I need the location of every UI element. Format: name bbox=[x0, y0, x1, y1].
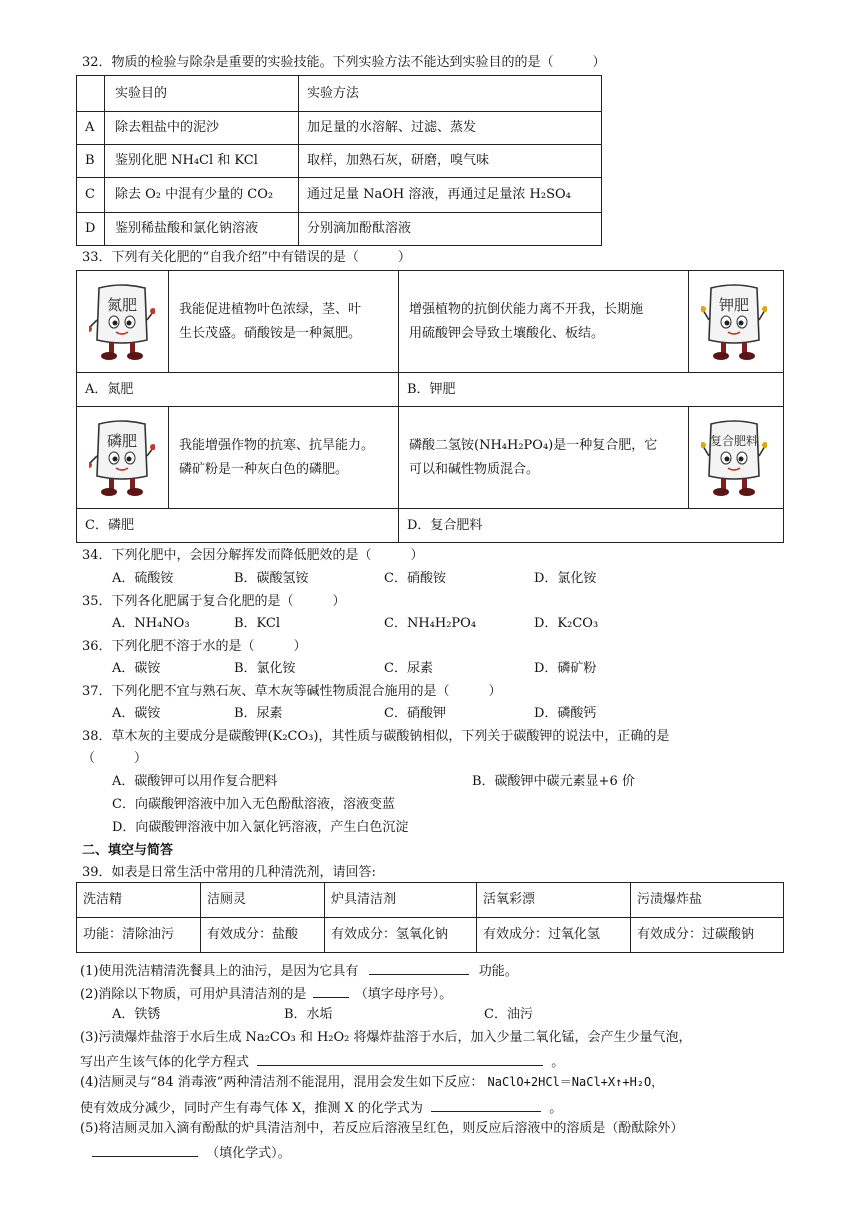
q39-stem: 39．如表是日常生活中常用的几种清洗剂，请回答: bbox=[82, 865, 376, 880]
table-cell: A bbox=[77, 112, 105, 145]
q39-part2-options bbox=[112, 1007, 772, 1025]
q34-stem: 34．下列化肥中，会因分解挥发而降低肥效的是（ ） bbox=[82, 548, 424, 563]
option-d: D．氯化铵 bbox=[534, 571, 597, 586]
q35-options bbox=[112, 616, 772, 634]
table-cell: 功能：清除油污 bbox=[77, 918, 201, 953]
q39-part2 bbox=[80, 984, 452, 1003]
question-text: (2)消除以下物质，可用炉具清洁剂的是 bbox=[80, 987, 307, 1002]
table-cell: C bbox=[77, 178, 105, 213]
option-cell: A．氮肥 bbox=[77, 373, 399, 407]
table-header bbox=[77, 76, 105, 112]
q33-stem: 33．下列有关化肥的“自我介绍”中有错误的是（ ） bbox=[82, 250, 411, 265]
table-row bbox=[77, 271, 784, 373]
q39-part4-line1 bbox=[80, 1075, 663, 1091]
card-text-line: 用硫酸钾会导致土壤酸化、板结。 bbox=[409, 325, 605, 341]
option-a: A．硫酸铵 bbox=[112, 571, 174, 586]
option-a: A．碳铵 bbox=[112, 706, 161, 721]
answer-blank[interactable] bbox=[257, 1052, 543, 1066]
option-d: D．向碳酸钾溶液中加入氯化钙溶液，产生白色沉淀 bbox=[112, 820, 409, 835]
option-cell: D．复合肥料 bbox=[399, 509, 784, 543]
table-cell: 鉴别化肥 NH₄Cl 和 KCl bbox=[105, 145, 299, 178]
table-row bbox=[77, 145, 602, 178]
table-cell: 通过足量 NaOH 溶液，再通过足量浓 H₂SO₄ bbox=[299, 178, 602, 213]
card-text-line: 磷酸二氢铵(NH₄H₂PO₄)是一种复合肥，它 bbox=[409, 437, 658, 453]
option-b: B．氯化铵 bbox=[234, 661, 296, 676]
q34-options bbox=[112, 571, 772, 589]
table-cell: D bbox=[77, 213, 105, 246]
table-header: 实验方法 bbox=[299, 76, 602, 112]
option-a: A．NH₄NO₃ bbox=[112, 616, 190, 631]
answer-blank[interactable] bbox=[313, 984, 349, 998]
card-text bbox=[169, 407, 399, 509]
card-text bbox=[399, 407, 689, 509]
q39-part3-line2 bbox=[80, 1052, 564, 1071]
q37-options bbox=[112, 706, 772, 724]
q38-answer-paren: （ ） bbox=[82, 751, 148, 766]
table-row bbox=[77, 213, 602, 246]
table-row bbox=[77, 407, 784, 509]
fertilizer-bag-label: 磷肥 bbox=[106, 431, 137, 450]
answer-blank[interactable] bbox=[431, 1098, 541, 1112]
card-text-line: 磷矿粉是一种灰白色的磷肥。 bbox=[179, 461, 349, 477]
question-text: 。 bbox=[551, 1055, 565, 1070]
option-a: A．碳酸钾可以用作复合肥料 bbox=[112, 774, 278, 789]
table-cell: 有效成分：过氧化氢 bbox=[477, 918, 631, 953]
table-header: 实验目的 bbox=[105, 76, 299, 112]
q35-stem: 35．下列各化肥属于复合化肥的是（ ） bbox=[82, 594, 346, 609]
q39-part4-line2 bbox=[80, 1098, 562, 1117]
fertilizer-character-cell bbox=[77, 271, 169, 373]
table-cell: 洁厕灵 bbox=[201, 883, 325, 918]
answer-blank[interactable] bbox=[369, 961, 469, 975]
option-c: C．硝酸铵 bbox=[384, 571, 446, 586]
q33-table bbox=[76, 270, 784, 543]
table-row bbox=[77, 883, 784, 918]
fertilizer-bag-icon bbox=[89, 416, 155, 500]
option-b: B．尿素 bbox=[234, 706, 283, 721]
q32-table bbox=[76, 75, 602, 246]
question-text: （填化学式）。 bbox=[206, 1146, 291, 1161]
option-c: C．向碳酸钾溶液中加入无色酚酞溶液，溶液变蓝 bbox=[112, 797, 395, 812]
table-cell: 有效成分：盐酸 bbox=[201, 918, 325, 953]
question-text: （填字母序号）。 bbox=[354, 987, 453, 1002]
q39-part1 bbox=[80, 961, 518, 980]
table-row bbox=[77, 373, 784, 407]
fertilizer-character-cell bbox=[689, 407, 784, 509]
q39-part3-line1: (3)污渍爆炸盐溶于水后生成 Na₂CO₃ 和 H₂O₂ 将爆炸盐溶于水后，加入少量二氧化锰，会产生少量气泡， bbox=[80, 1030, 692, 1045]
question-text: 写出产生该气体的化学方程式 bbox=[80, 1055, 250, 1070]
option-b: B．碳酸氢铵 bbox=[234, 571, 309, 586]
q32-stem: 32．物质的检验与除杂是重要的实验技能。下列实验方法不能达到实验目的的是（ ） bbox=[82, 55, 606, 70]
table-cell: 鉴别稀盐酸和氯化钠溶液 bbox=[105, 213, 299, 246]
option-c: C．硝酸钾 bbox=[384, 706, 446, 721]
table-cell: 洗洁精 bbox=[77, 883, 201, 918]
table-cell: 加足量的水溶解、过滤、蒸发 bbox=[299, 112, 602, 145]
table-cell: 有效成分：氢氧化钠 bbox=[325, 918, 477, 953]
table-cell: 活氧彩漂 bbox=[477, 883, 631, 918]
table-row bbox=[77, 112, 602, 145]
card-text-line: 生长茂盛。硝酸铵是一种氮肥。 bbox=[179, 325, 362, 341]
q36-options bbox=[112, 661, 772, 679]
table-cell: 取样，加熟石灰，研磨，嗅气味 bbox=[299, 145, 602, 178]
fertilizer-bag-label: 复合肥料 bbox=[709, 433, 758, 448]
option-cell: C．磷肥 bbox=[77, 509, 399, 543]
table-row bbox=[77, 178, 602, 213]
question-text: 功能。 bbox=[478, 964, 518, 979]
question-text: (1)使用洗洁精清洗餐具上的油污，是因为它具有 bbox=[80, 964, 359, 979]
fertilizer-bag-icon bbox=[701, 416, 767, 500]
q36-stem: 36．下列化肥不溶于水的是（ ） bbox=[82, 639, 307, 654]
option-d: D．磷酸钙 bbox=[534, 706, 597, 721]
table-cell: 分别滴加酚酞溶液 bbox=[299, 213, 602, 246]
q39-part5-line1: (5)将洁厕灵加入滴有酚酞的炉具清洁剂中，若反应后溶液呈红色，则反应后溶液中的溶质是（酚酞除外） bbox=[80, 1121, 684, 1136]
card-text-line: 增强植物的抗倒伏能力离不开我，长期施 bbox=[409, 301, 644, 317]
fertilizer-character-cell bbox=[689, 271, 784, 373]
fertilizer-bag-icon bbox=[89, 280, 155, 364]
option-b: B．水垢 bbox=[284, 1007, 333, 1022]
fertilizer-bag-label: 氮肥 bbox=[106, 295, 137, 314]
option-b: B．碳酸钾中碳元素显+6 价 bbox=[472, 774, 635, 789]
answer-blank[interactable] bbox=[92, 1143, 198, 1157]
q39-table bbox=[76, 882, 784, 953]
card-text-line: 可以和碱性物质混合。 bbox=[409, 461, 540, 477]
fertilizer-bag-label: 钾肥 bbox=[718, 295, 749, 314]
option-a: A．碳铵 bbox=[112, 661, 161, 676]
table-cell: 有效成分：过碳酸钠 bbox=[631, 918, 784, 953]
option-d: D．磷矿粉 bbox=[534, 661, 597, 676]
fertilizer-bag-icon bbox=[701, 280, 767, 364]
option-c: C．油污 bbox=[484, 1007, 533, 1022]
q39-part5-line2 bbox=[92, 1143, 291, 1162]
q37-stem: 37．下列化肥不宜与熟石灰、草木灰等碱性物质混合施用的是（ ） bbox=[82, 684, 502, 699]
option-c: C．尿素 bbox=[384, 661, 433, 676]
option-d: D．K₂CO₃ bbox=[534, 616, 599, 631]
card-text bbox=[399, 271, 689, 373]
question-text: 。 bbox=[549, 1101, 563, 1116]
option-b: B．KCl bbox=[234, 616, 281, 631]
table-cell: 除去粗盐中的泥沙 bbox=[105, 112, 299, 145]
fertilizer-character-cell bbox=[77, 407, 169, 509]
q38-stem: 38．草木灰的主要成分是碳酸钾(K₂CO₃)，其性质与碳酸钠相似，下列关于碳酸钾的说法中，正确的是 bbox=[82, 729, 670, 744]
table-row bbox=[77, 509, 784, 543]
card-text bbox=[169, 271, 399, 373]
option-c: C．NH₄H₂PO₄ bbox=[384, 616, 477, 631]
question-text: (4)洁厕灵与“84 消毒液”两种清洁剂不能混用，混用会发生如下反应： bbox=[80, 1075, 484, 1090]
card-text-line: 我能促进植物叶色浓绿，茎、叶 bbox=[179, 301, 362, 317]
table-cell: 除去 O₂ 中混有少量的 CO₂ bbox=[105, 178, 299, 213]
table-row bbox=[77, 76, 602, 112]
table-cell: 炉具清洁剂 bbox=[325, 883, 477, 918]
chemical-equation: NaClO+2HCl＝NaCl+X↑+H₂O， bbox=[487, 1075, 664, 1089]
card-text-line: 我能增强作物的抗寒、抗旱能力。 bbox=[179, 437, 375, 453]
option-cell: B．钾肥 bbox=[399, 373, 784, 407]
question-text: 使有效成分减少，同时产生有毒气体 X，推测 X 的化学式为 bbox=[80, 1101, 423, 1116]
table-cell: B bbox=[77, 145, 105, 178]
table-row bbox=[77, 918, 784, 953]
table-cell: 污渍爆炸盐 bbox=[631, 883, 784, 918]
option-a: A．铁锈 bbox=[112, 1007, 161, 1022]
section-title: 二、填空与简答 bbox=[82, 843, 174, 858]
